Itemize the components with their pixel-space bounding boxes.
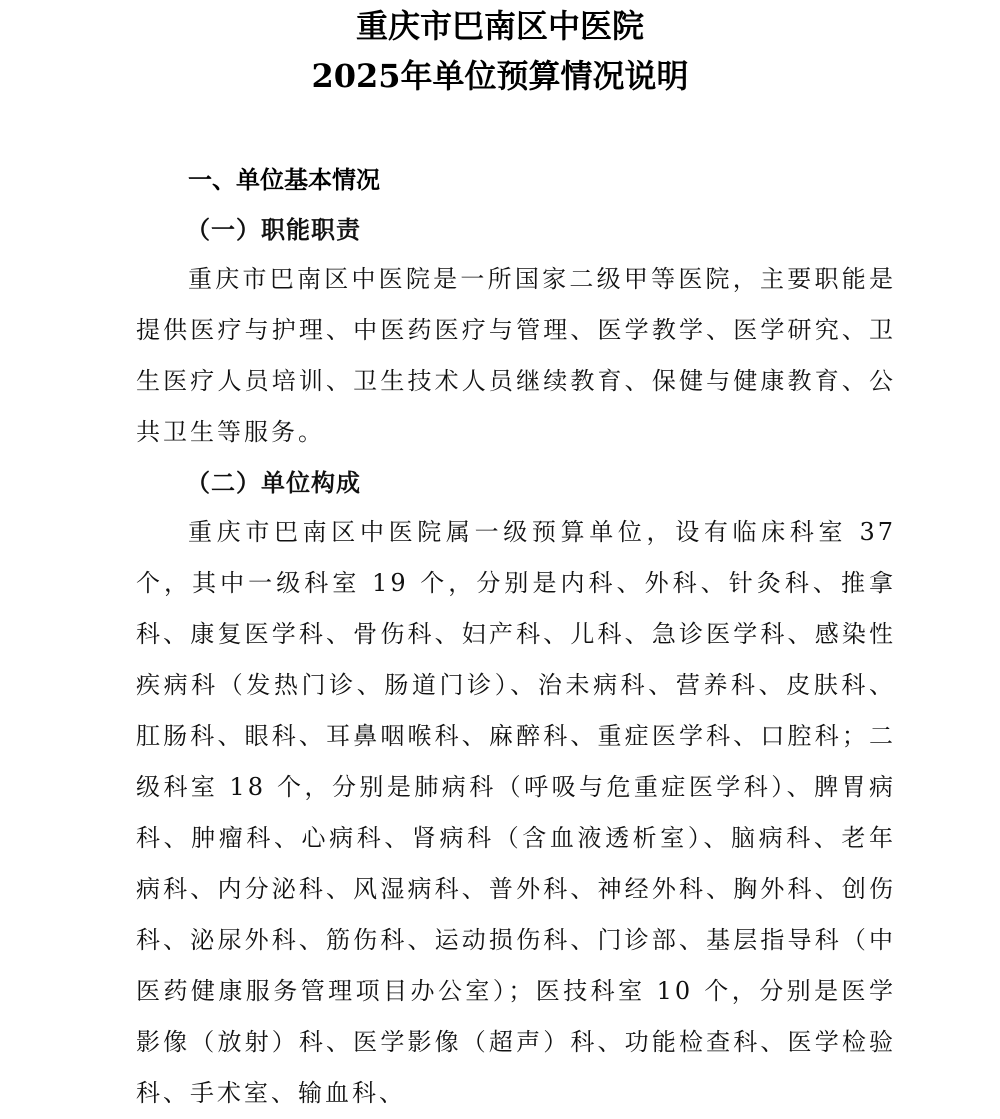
subsection-heading-composition: （二）单位构成 — [186, 468, 361, 497]
section-heading-basic-info: 一、单位基本情况 — [188, 166, 380, 194]
document-title-line1: 重庆市巴南区中医院 — [355, 7, 644, 45]
document-title-line2: 2025年单位预算情况说明 — [311, 57, 689, 95]
subsection-heading-functions: （一）职能职责 — [186, 215, 361, 244]
paragraph-composition: 重庆市巴南区中医院属一级预算单位，设有临床科室 37 个，其中一级科室 19 个，分别是内科、外科、针灸科、推拿科、康复医学科、骨伤科、妇产科、儿科、急诊医学科、感染性疾病科（发热门诊、肠道门诊）、治未病科、营养科、皮肤科、肛肠科、眼科、耳鼻咽喉科、麻醉科、重症医学科、口腔科；二级科室 18 个，分别是肺病科（呼吸与危重症医学科）、脾胃病科、肿瘤科、心病科、肾病科（含血液透析室）、脑病科、老年病科、内分泌科、风湿病科、普外科、神经外科、胸外科、创伤科、泌尿外科、筋伤科、运动损伤科、门诊部、基层指导科（中医药健康服务管理项目办公室）；医技科室 10 个，分别是医学影像（放射）科、医学影像（超声）科、功能检查科、医学检验科、手术室、输血科、 — [136, 518, 896, 1107]
paragraph-functions: 重庆市巴南区中医院是一所国家二级甲等医院，主要职能是提供医疗与护理、中医药医疗与管理、医学教学、医学研究、卫生医疗人员培训、卫生技术人员继续教育、保健与健康教育、公共卫生等服务。 — [136, 265, 896, 446]
